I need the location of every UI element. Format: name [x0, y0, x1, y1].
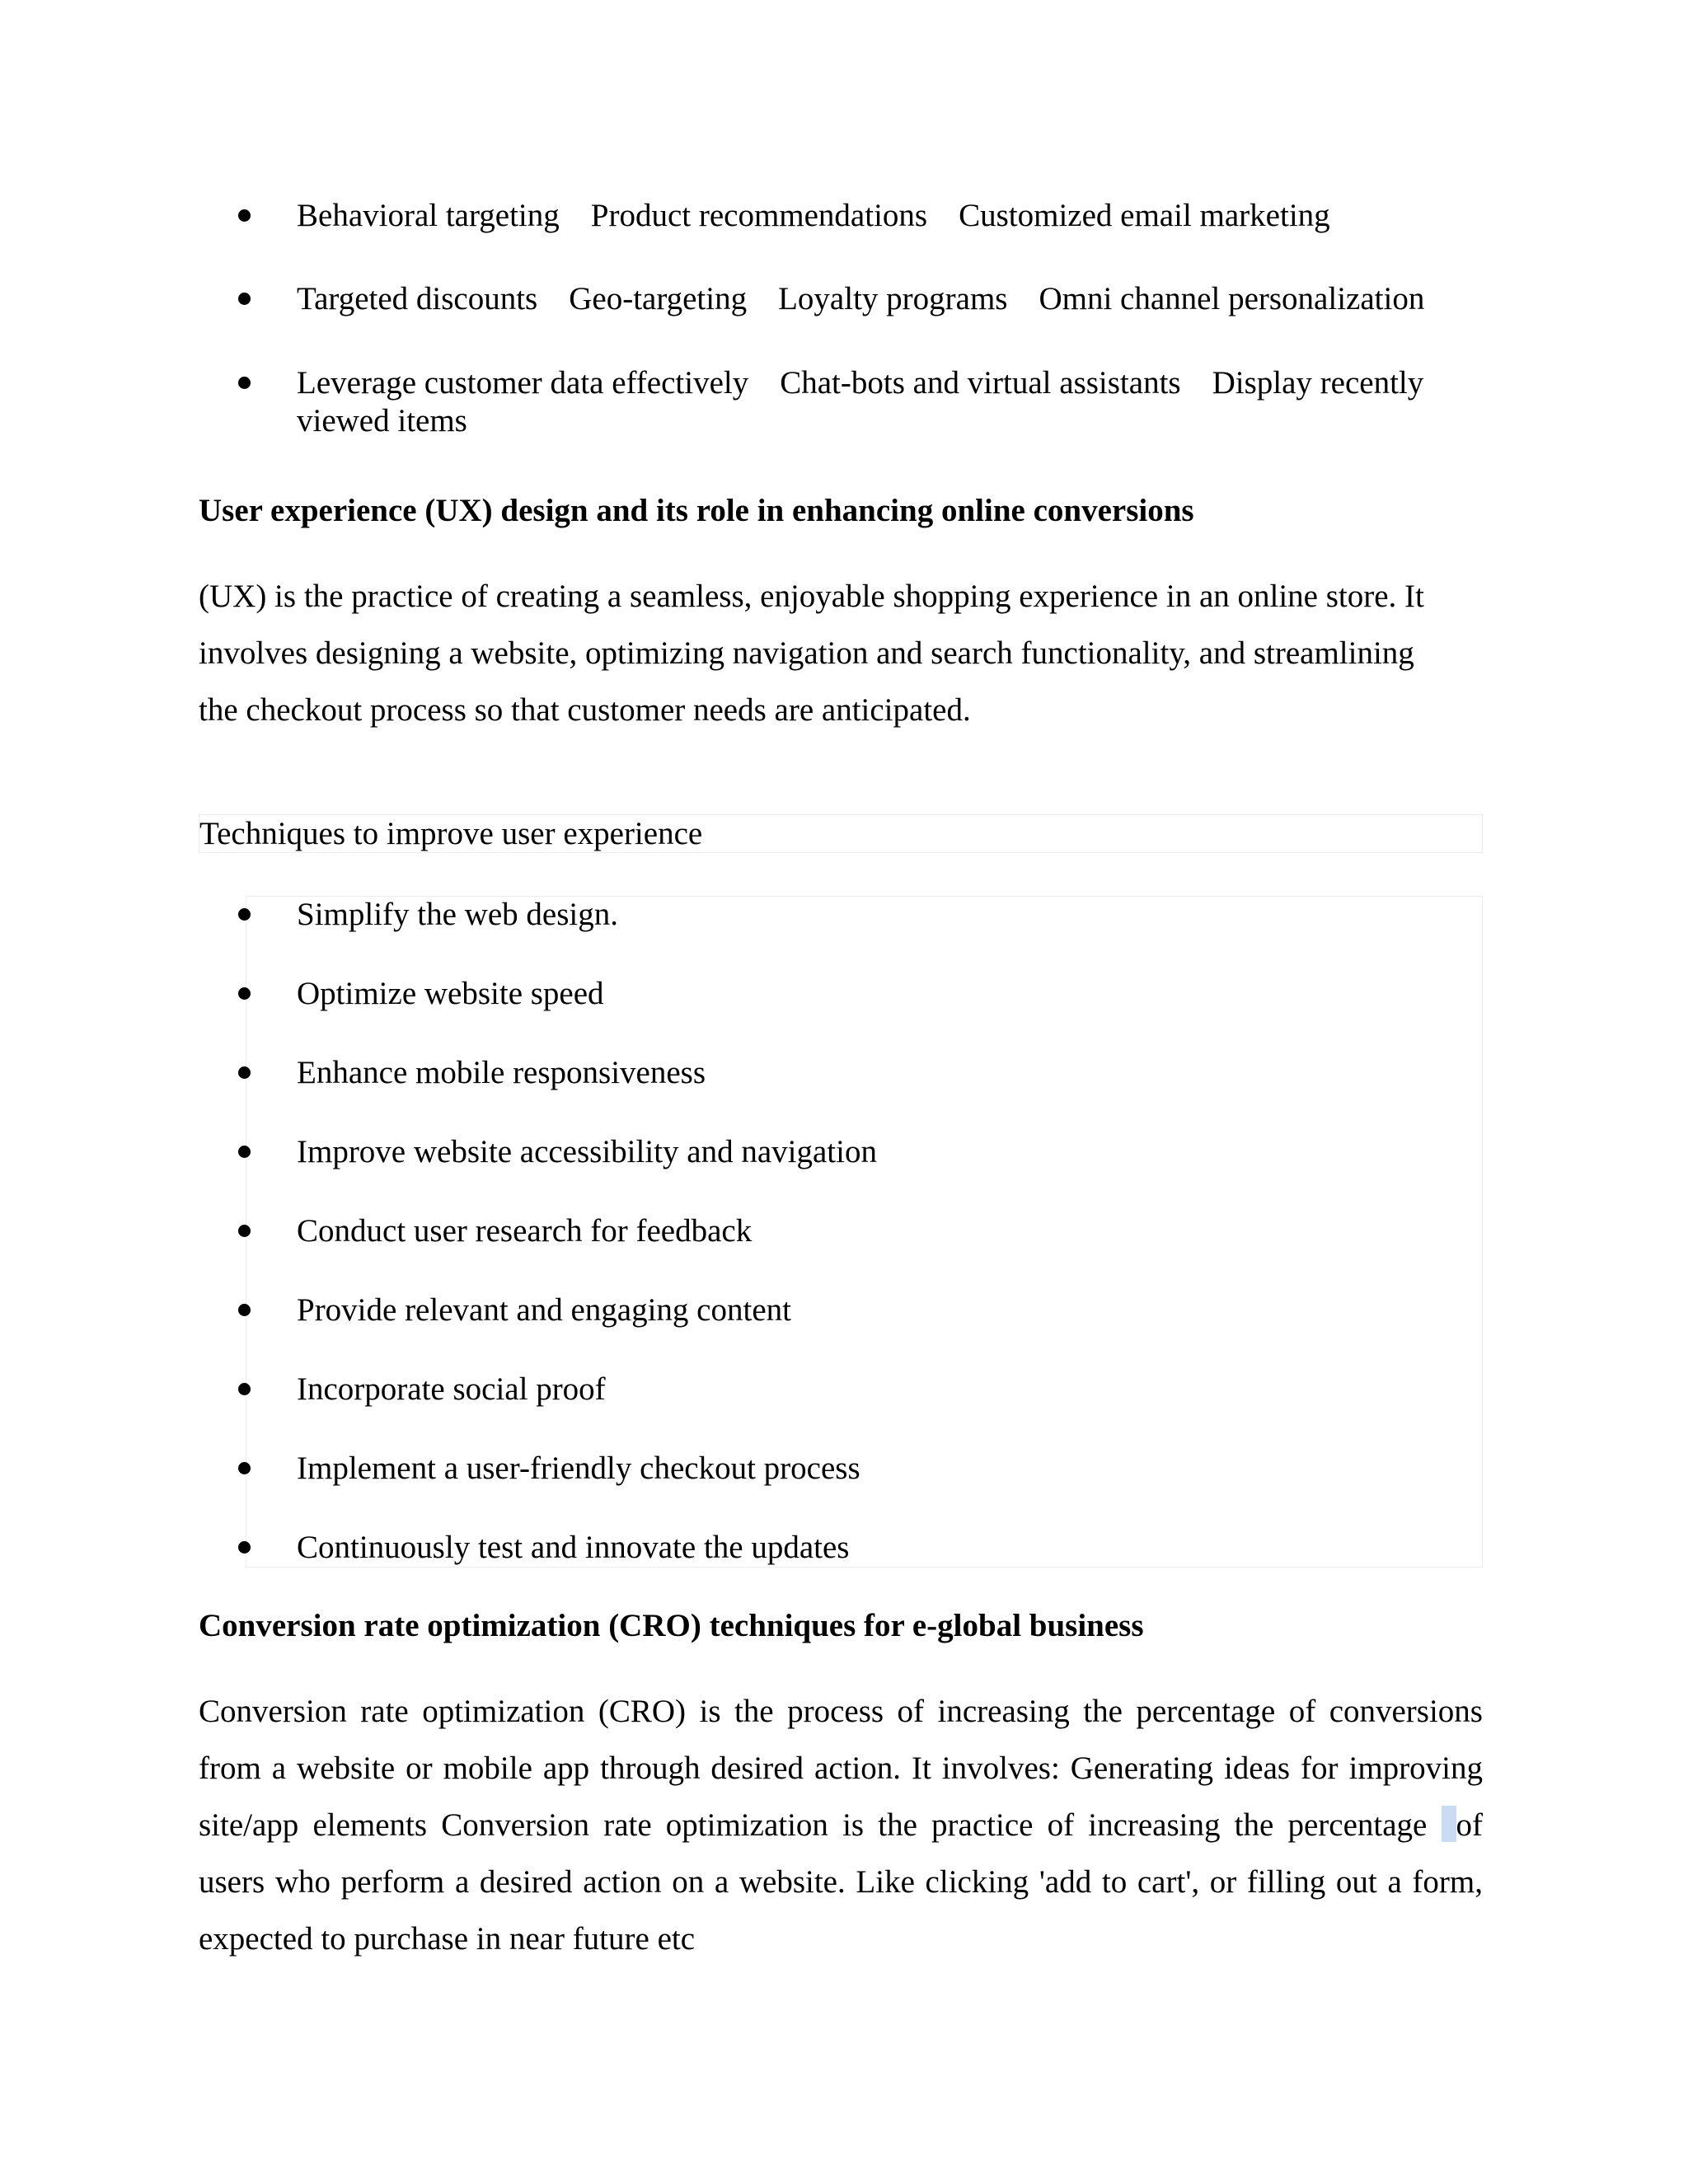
bullet-icon — [238, 1146, 251, 1158]
technique-text: Enhance mobile responsiveness — [297, 1055, 706, 1090]
bullet-icon — [238, 293, 251, 305]
paragraph-line — [199, 1797, 1483, 1854]
paragraph-line: involves designing a website, optimizing navigation and search functionality, and streamlining — [199, 635, 1414, 671]
paragraph-line: (UX) is the practice of creating a seamless, enjoyable shopping experience in an online store. It — [199, 579, 1424, 614]
cro-heading: Conversion rate optimization (CRO) techniques for e-global business — [199, 1608, 1144, 1643]
bullet-icon — [238, 209, 251, 222]
bullet-text: Targeted discounts Geo-targeting Loyalty programs Omni channel personalization — [297, 281, 1425, 316]
technique-text: Optimize website speed — [297, 976, 604, 1011]
technique-text: Conduct user research for feedback — [297, 1213, 753, 1249]
cro-paragraph — [199, 1683, 1483, 1967]
bullet-icon — [238, 1462, 251, 1474]
technique-text: Incorporate social proof — [297, 1371, 606, 1407]
paragraph-line: from a website or mobile app through desired action. It involves: Generating ideas for improving — [199, 1750, 1483, 1786]
technique-text: Implement a user-friendly checkout process — [297, 1451, 860, 1486]
ux-paragraph — [199, 568, 1483, 738]
paragraph-line-text: site/app elements Conversion rate optimization is the practice of increasing the percentage — [199, 1807, 1428, 1843]
paragraph-line: the checkout process so that customer needs are anticipated. — [199, 692, 971, 728]
bullet-text: Leverage customer data effectively Chat-bots and virtual assistants Display recently viewed items — [297, 365, 1424, 438]
technique-text: Provide relevant and engaging content — [297, 1292, 791, 1328]
bullet-icon — [238, 1541, 251, 1554]
bullet-icon — [238, 1304, 251, 1316]
bullet-text: Behavioral targeting Product recommendations Customized email marketing — [297, 198, 1330, 233]
bullet-icon — [238, 1383, 251, 1395]
technique-text: Improve website accessibility and navigation — [297, 1134, 877, 1169]
technique-text: Continuously test and innovate the updates — [297, 1530, 850, 1565]
paragraph-line-tail: of — [1456, 1807, 1483, 1843]
paragraph-line: expected to purchase in near future etc — [199, 1921, 696, 1957]
bullet-icon — [238, 908, 251, 921]
ux-heading: User experience (UX) design and its role in enhancing online conversions — [199, 493, 1194, 528]
techniques-title: Techniques to improve user experience — [199, 814, 1483, 853]
text-cursor-selection — [1442, 1806, 1456, 1842]
bullet-icon — [238, 1225, 251, 1237]
bullet-icon — [238, 987, 251, 1000]
bullet-icon — [238, 1066, 251, 1079]
bullet-icon — [238, 377, 251, 389]
technique-text: Simplify the web design. — [297, 897, 618, 932]
paragraph-line: Conversion rate optimization (CRO) is the process of increasing the percentage of conversions — [199, 1694, 1483, 1729]
paragraph-line: users who perform a desired action on a website. Like clicking 'add to cart', or filling out a form, — [199, 1864, 1483, 1900]
